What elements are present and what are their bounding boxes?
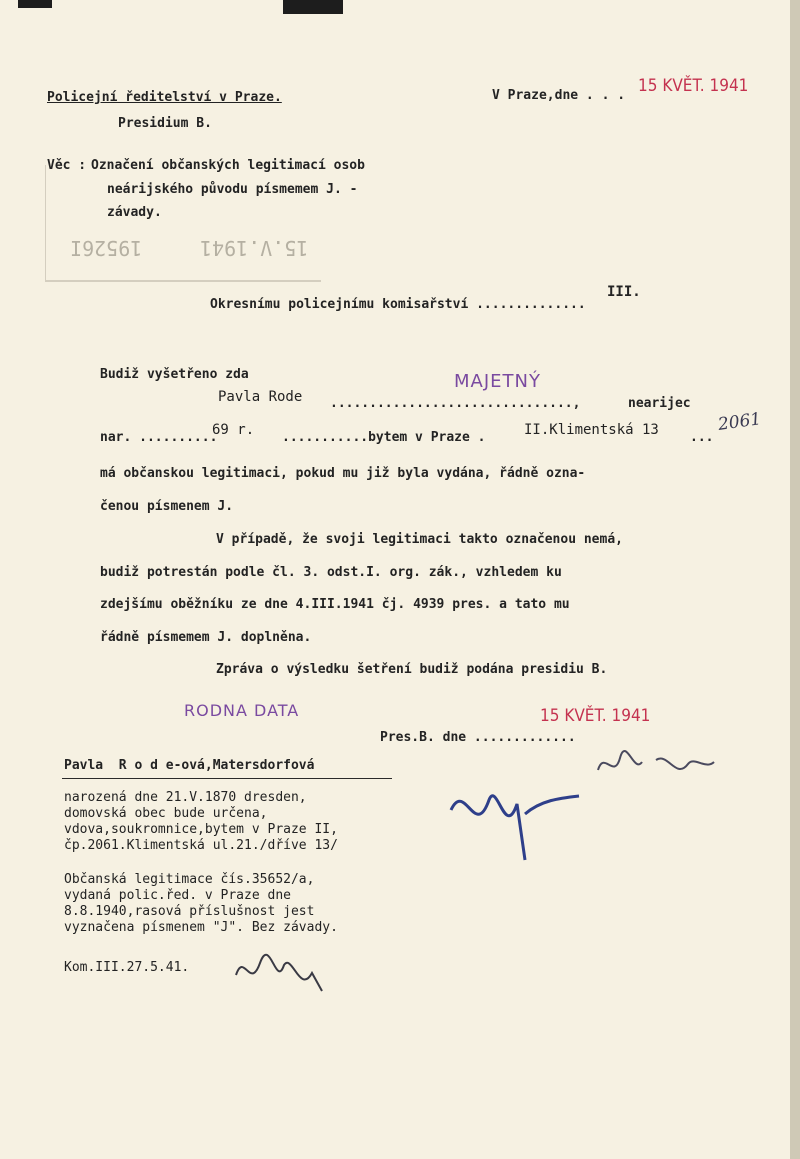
body-line-b: čenou písmenem J. [100, 499, 234, 514]
footer-rule [62, 778, 392, 779]
born-label: nar. .......... [100, 430, 218, 445]
subject-line-3: závady. [107, 205, 162, 220]
commissariat-note: Kom.III.27.5.41. [64, 960, 190, 975]
nearijec-label: nearijec [628, 396, 691, 411]
detail-line-5: Občanská legitimace čís.35652/a, [64, 872, 315, 887]
signature-mark [590, 740, 720, 800]
detail-line-8: vyznačena písmenem "J". Bez závady. [64, 920, 338, 935]
place-date: V Praze,dne . . . [492, 88, 626, 103]
subject-line-1: Označení občanských legitimací osob [91, 158, 365, 173]
body-line-a: má občanskou legitimaci, pokud mu již byla vydána, řádně ozna- [100, 466, 586, 481]
person-name: Pavla Rode [218, 389, 303, 405]
registration-stamp-number: 19526I [70, 236, 143, 260]
addressee-number: III. [607, 284, 641, 300]
detail-line-4: čp.2061.Klimentská ul.21./dříve 13/ [64, 838, 338, 853]
detail-line-7: 8.8.1940,rasová příslušnost jest [64, 904, 315, 919]
body-line-e: zdejšímu oběžníku ze dne 4.III.1941 čj. 4939 pres. a tato mu [100, 597, 570, 612]
tape-strip [790, 0, 800, 1159]
detail-line-3: vdova,soukromnice,bytem v Praze II, [64, 822, 338, 837]
registration-stamp-date: 15.V.1941 [200, 236, 309, 260]
detail-line-6: vydaná polic.řed. v Praze dne [64, 888, 291, 903]
body-line-d: budiž potrestán podle čl. 3. odst.I. org. zák., vzhledem ku [100, 565, 562, 580]
footer-person-name: Pavla R o d e-ová,Matersdorfová [64, 758, 315, 773]
registration-stamp-frame [45, 165, 321, 282]
name-dots: ..............................., [330, 396, 581, 411]
body-line-f: řádně písmemem J. doplněna. [100, 630, 312, 645]
subject-label: Věc : [47, 158, 87, 173]
age-value: 69 r. [212, 422, 255, 438]
office-title: Policejní ředitelství v Praze. [47, 90, 282, 105]
pres-date-stamp: 15 KVĚT. 1941 [540, 706, 651, 726]
address-value: II.Klimentská 13 [524, 422, 659, 438]
signature-mark [445, 770, 585, 870]
body-line-c: V případě, že svoji legitimaci takto označenou nemá, [216, 532, 623, 547]
status-stamp: MAJETNÝ [454, 371, 541, 392]
tape-strip [18, 0, 52, 8]
body-line-g: Zpráva o výsledku šetření budiž podána presidiu B. [216, 662, 608, 677]
subject-line-2: neárijského původu písmemem J. - [107, 182, 358, 197]
residence-label: ...........bytem v Praze . [282, 430, 486, 445]
house-number: 2061 [716, 409, 763, 435]
department-name: Presidium B. [118, 116, 212, 131]
signature-mark [230, 945, 330, 1005]
detail-line-1: narozená dne 21.V.1870 dresden, [64, 790, 307, 805]
addressee: Okresnímu policejnímu komisařství .............. [210, 297, 586, 312]
date-stamp: 15 KVĚT. 1941 [638, 76, 749, 96]
rodna-data-stamp: RODNA DATA [184, 701, 300, 720]
tape-strip [283, 0, 343, 14]
pres-label: Pres.B. dne ............. [380, 730, 576, 745]
intro-text: Budiž vyšetřeno zda [100, 367, 249, 382]
detail-line-2: domovská obec bude určena, [64, 806, 268, 821]
address-dots: ... [690, 430, 714, 445]
